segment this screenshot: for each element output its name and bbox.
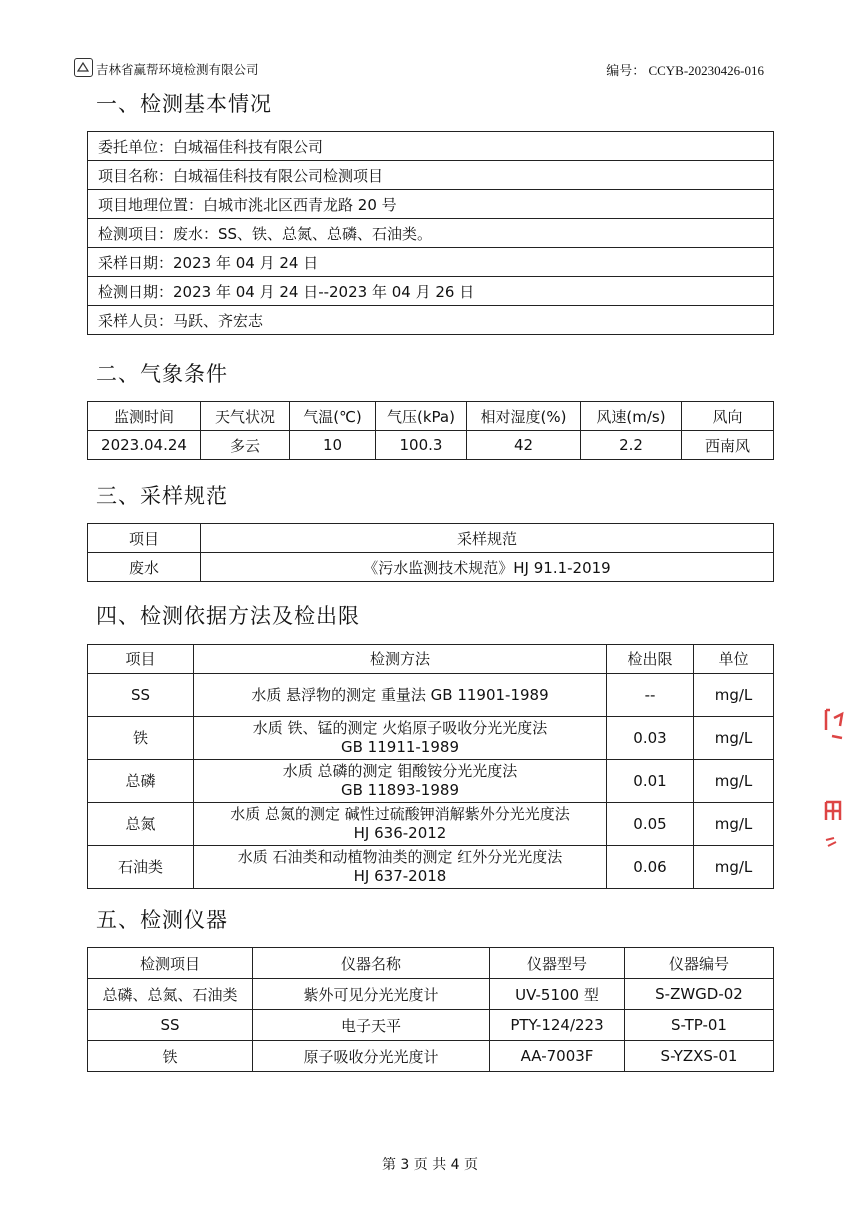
- value-cell: 总磷、总氮、石油类: [88, 979, 253, 1010]
- unit-cell: mg/L: [694, 674, 774, 717]
- table-row: [88, 760, 774, 803]
- method-line: 水质 总氮的测定 碱性过硫酸钾消解紫外分光光度法: [230, 805, 570, 823]
- info-cell: 项目地理位置：白城市洮北区西青龙路 20 号: [88, 190, 774, 219]
- section5-title: 五、检测仪器: [96, 908, 228, 932]
- method-standard: GB 11893-1989: [341, 781, 459, 799]
- value-cell: 多云: [201, 431, 290, 460]
- method-line: 水质 总磷的测定 钼酸铵分光光度法: [282, 762, 518, 780]
- value-cell: 2023.04.24: [88, 431, 201, 460]
- value-cell: 2.2: [581, 431, 682, 460]
- unit-cell: mg/L: [694, 846, 774, 889]
- method-line: 水质 悬浮物的测定 重量法 GB 11901-1989: [251, 685, 549, 704]
- table-header-row: [88, 524, 774, 553]
- header-cell: 相对湿度(%): [467, 402, 581, 431]
- value-cell: 《污水监测技术规范》HJ 91.1-2019: [201, 553, 774, 582]
- table-row: [88, 846, 774, 889]
- value-cell: 原子吸收分光光度计: [253, 1041, 490, 1072]
- seal-stamp-fragment: [820, 690, 850, 870]
- info-cell: 检测日期：2023 年 04 月 24 日--2023 年 04 月 26 日: [88, 277, 774, 306]
- method-line: 水质 石油类和动植物油类的测定 红外分光光度法: [237, 848, 563, 866]
- table-row: [88, 306, 774, 335]
- section3-title: 三、采样规范: [96, 484, 228, 508]
- info-cell: 委托单位：白城福佳科技有限公司: [88, 132, 774, 161]
- table-row: [88, 1010, 774, 1041]
- info-cell: 采样日期：2023 年 04 月 24 日: [88, 248, 774, 277]
- method-cell: [194, 846, 607, 889]
- table-header-row: [88, 402, 774, 431]
- limit-cell: 0.03: [607, 717, 694, 760]
- header-cell: 检测项目: [88, 948, 253, 979]
- item-cell: 铁: [88, 717, 194, 760]
- header-cell: 检出限: [607, 645, 694, 674]
- header-cell: 采样规范: [201, 524, 774, 553]
- section1-title: 一、检测基本情况: [96, 92, 272, 116]
- method-standard: GB 11911-1989: [341, 738, 459, 756]
- value-cell: 10: [290, 431, 376, 460]
- header-cell: 项目: [88, 645, 194, 674]
- method-cell: [194, 803, 607, 846]
- header-cell: 风向: [682, 402, 774, 431]
- item-cell: 总氮: [88, 803, 194, 846]
- weather-table: [87, 401, 774, 460]
- header-cell: 仪器编号: [625, 948, 774, 979]
- table-row: [88, 1041, 774, 1072]
- document-number: 编号： CCYB-20230426-016: [606, 63, 764, 78]
- header-cell: 单位: [694, 645, 774, 674]
- header-cell: 气压(kPa): [376, 402, 467, 431]
- basic-info-table: [87, 131, 774, 335]
- method-cell: [194, 760, 607, 803]
- table-row: [88, 431, 774, 460]
- table-row: [88, 717, 774, 760]
- table-row: [88, 161, 774, 190]
- header-cell: 风速(m/s): [581, 402, 682, 431]
- value-cell: 42: [467, 431, 581, 460]
- value-cell: S-ZWGD-02: [625, 979, 774, 1010]
- table-row: [88, 219, 774, 248]
- table-row: [88, 248, 774, 277]
- value-cell: 铁: [88, 1041, 253, 1072]
- table-row: [88, 674, 774, 717]
- value-cell: S-YZXS-01: [625, 1041, 774, 1072]
- value-cell: S-TP-01: [625, 1010, 774, 1041]
- value-cell: UV-5100 型: [490, 979, 625, 1010]
- methods-table: [87, 644, 774, 889]
- info-cell: 采样人员：马跃、齐宏志: [88, 306, 774, 335]
- method-standard: HJ 636-2012: [353, 824, 447, 842]
- header-cell: 监测时间: [88, 402, 201, 431]
- value-cell: AA-7003F: [490, 1041, 625, 1072]
- header-cell: 检测方法: [194, 645, 607, 674]
- page-number: 第 3 页 共 4 页: [381, 1157, 479, 1173]
- item-cell: 石油类: [88, 846, 194, 889]
- value-cell: 西南风: [682, 431, 774, 460]
- value-cell: 电子天平: [253, 1010, 490, 1041]
- header-cell: 项目: [88, 524, 201, 553]
- value-cell: SS: [88, 1010, 253, 1041]
- item-cell: SS: [88, 674, 194, 717]
- value-cell: PTY-124/223: [490, 1010, 625, 1041]
- table-row: [88, 190, 774, 219]
- limit-cell: --: [607, 674, 694, 717]
- header-cell: 仪器型号: [490, 948, 625, 979]
- method-standard: HJ 637-2018: [353, 867, 447, 885]
- value-cell: 废水: [88, 553, 201, 582]
- page-header: [74, 58, 764, 82]
- section2-title: 二、气象条件: [96, 362, 228, 386]
- method-line: 水质 铁、锰的测定 火焰原子吸收分光光度法: [252, 719, 548, 737]
- sampling-spec-table: [87, 523, 774, 582]
- company-name: 吉林省赢帮环境检测有限公司: [96, 62, 259, 77]
- method-cell: [194, 674, 607, 717]
- table-row: [88, 132, 774, 161]
- item-cell: 总磷: [88, 760, 194, 803]
- company-logo-icon: [74, 58, 93, 77]
- table-row: [88, 553, 774, 582]
- table-header-row: [88, 645, 774, 674]
- table-row: [88, 277, 774, 306]
- unit-cell: mg/L: [694, 760, 774, 803]
- info-cell: 项目名称：白城福佳科技有限公司检测项目: [88, 161, 774, 190]
- table-header-row: [88, 948, 774, 979]
- table-row: [88, 979, 774, 1010]
- unit-cell: mg/L: [694, 803, 774, 846]
- limit-cell: 0.06: [607, 846, 694, 889]
- info-cell: 检测项目：废水：SS、铁、总氮、总磷、石油类。: [88, 219, 774, 248]
- instruments-table: [87, 947, 774, 1072]
- unit-cell: mg/L: [694, 717, 774, 760]
- value-cell: 100.3: [376, 431, 467, 460]
- header-cell: 气温(℃): [290, 402, 376, 431]
- section4-title: 四、检测依据方法及检出限: [96, 604, 360, 628]
- header-cell: 仪器名称: [253, 948, 490, 979]
- method-cell: [194, 717, 607, 760]
- limit-cell: 0.01: [607, 760, 694, 803]
- value-cell: 紫外可见分光光度计: [253, 979, 490, 1010]
- limit-cell: 0.05: [607, 803, 694, 846]
- table-row: [88, 803, 774, 846]
- header-cell: 天气状况: [201, 402, 290, 431]
